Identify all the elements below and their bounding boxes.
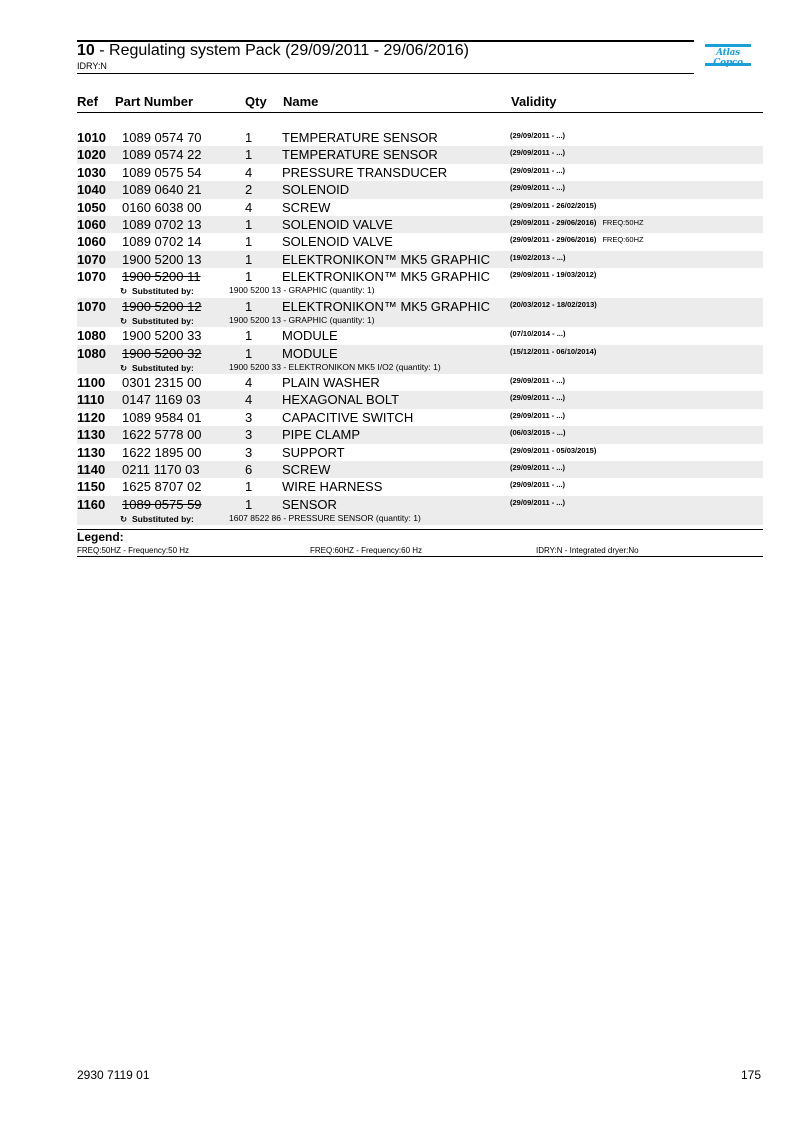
atlas-copco-logo xyxy=(705,44,751,66)
row-validity-dates: (19/02/2013 - ...) xyxy=(510,252,566,262)
row-validity xyxy=(510,183,565,192)
table-row xyxy=(77,426,763,443)
legend-rule xyxy=(77,529,763,530)
row-ref: 1140 xyxy=(77,461,106,477)
row-validity-dates: (07/10/2014 - ...) xyxy=(510,329,566,339)
row-validity-dates: (29/09/2011 - ...) xyxy=(510,410,566,420)
substituted-label xyxy=(120,514,194,525)
table-row xyxy=(77,327,763,344)
row-validity-dates: (20/03/2012 - 18/02/2013) xyxy=(510,299,597,309)
row-validity-note: FREQ:50HZ xyxy=(602,217,644,227)
table-row xyxy=(77,251,763,268)
row-qty: 1 xyxy=(245,328,253,344)
section-number: 10 xyxy=(77,42,95,59)
row-validity-dates: (29/09/2011 - 29/06/2016) xyxy=(510,235,597,245)
table-row xyxy=(77,461,763,478)
page-number: 175 xyxy=(741,1068,762,1082)
row-ref: 1050 xyxy=(77,199,106,215)
row-part-number: 1089 9584 01 xyxy=(122,409,202,425)
table-row xyxy=(77,345,763,375)
substituted-label-text: Substituted by: xyxy=(132,513,194,524)
header-bottom-rule xyxy=(77,73,694,74)
row-ref: 1130 xyxy=(77,444,106,460)
row-part-number: 1622 1895 00 xyxy=(122,444,202,460)
row-ref: 1060 xyxy=(77,234,106,250)
table-row xyxy=(77,478,763,495)
row-qty: 1 xyxy=(245,345,253,361)
row-validity xyxy=(510,166,565,175)
row-part-number: 0301 2315 00 xyxy=(122,375,202,391)
col-qty: Qty xyxy=(245,94,267,109)
row-ref: 1010 xyxy=(77,130,106,145)
substituted-part: 1607 8522 86 - PRESSURE SENSOR (quantity: 1) xyxy=(229,512,421,523)
row-validity-dates: (29/09/2011 - ...) xyxy=(510,376,566,386)
substituted-part: 1900 5200 13 - GRAPHIC (quantity: 1) xyxy=(229,285,375,296)
row-part-number: 1625 8707 02 xyxy=(122,479,202,495)
row-validity-dates: (29/09/2011 - ...) xyxy=(510,393,566,403)
row-part-number: 1089 0702 14 xyxy=(122,234,202,250)
table-row xyxy=(77,181,763,198)
row-validity-dates: (29/09/2011 - ...) xyxy=(510,497,566,507)
row-qty: 1 xyxy=(245,479,253,495)
row-validity-dates: (29/09/2011 - 29/06/2016) xyxy=(510,217,597,227)
row-validity xyxy=(510,376,565,385)
substituted-label xyxy=(120,363,194,374)
refresh-icon: ↻ xyxy=(120,513,128,524)
row-qty: 1 xyxy=(245,269,253,285)
row-qty: 3 xyxy=(245,427,253,443)
logo-text: Atlas xyxy=(716,48,740,58)
table-row xyxy=(77,391,763,408)
row-qty: 4 xyxy=(245,392,253,408)
row-name: PIPE CLAMP xyxy=(282,427,361,443)
row-validity xyxy=(510,235,644,244)
row-qty: 1 xyxy=(245,496,253,512)
row-qty: 1 xyxy=(245,216,253,232)
parts-table xyxy=(77,129,763,525)
row-name: WIRE HARNESS xyxy=(282,479,383,495)
row-part-number: 1089 0574 70 xyxy=(122,130,202,145)
col-part-number: Part Number xyxy=(115,94,194,109)
row-qty: 1 xyxy=(245,298,253,314)
row-validity-dates: (29/09/2011 - ...) xyxy=(510,131,566,140)
row-qty: 3 xyxy=(245,409,253,425)
row-name: SUPPORT xyxy=(282,444,345,460)
table-row xyxy=(77,146,763,163)
row-part-number: 0160 6038 00 xyxy=(122,199,202,215)
table-header xyxy=(77,94,763,114)
substituted-label-text: Substituted by: xyxy=(132,286,194,297)
row-validity xyxy=(510,253,565,262)
row-ref: 1060 xyxy=(77,216,106,232)
col-ref: Ref xyxy=(77,94,98,109)
row-validity xyxy=(510,446,596,455)
row-validity-note: FREQ:60HZ xyxy=(602,235,644,245)
row-part-number: 1089 0574 22 xyxy=(122,147,202,163)
table-row xyxy=(77,129,763,146)
row-qty: 1 xyxy=(245,234,253,250)
section-title: - Regulating system Pack (29/09/2011 - 29/06/2016) xyxy=(94,42,469,59)
row-validity-dates: (29/09/2011 - 05/03/2015) xyxy=(510,445,597,455)
legend-title: Legend: xyxy=(77,530,124,544)
row-name: ELEKTRONIKON™ MK5 GRAPHIC xyxy=(282,269,491,285)
row-name: HEXAGONAL BOLT xyxy=(282,392,400,408)
row-validity-dates: (29/09/2011 - ...) xyxy=(510,183,566,193)
substituted-label xyxy=(120,286,194,297)
row-qty: 4 xyxy=(245,199,253,215)
row-ref: 1070 xyxy=(77,251,106,267)
row-name: TEMPERATURE SENSOR xyxy=(282,130,438,145)
row-name: ELEKTRONIKON™ MK5 GRAPHIC xyxy=(282,298,491,314)
row-qty: 1 xyxy=(245,147,253,163)
table-row xyxy=(77,216,763,233)
row-qty: 1 xyxy=(245,130,253,145)
row-validity xyxy=(510,347,596,356)
row-validity-dates: (29/09/2011 - ...) xyxy=(510,480,566,490)
row-name: CAPACITIVE SWITCH xyxy=(282,409,414,425)
row-qty: 4 xyxy=(245,164,253,180)
row-validity xyxy=(510,270,596,279)
row-ref: 1100 xyxy=(77,375,106,391)
table-header-rule xyxy=(77,112,763,113)
row-validity xyxy=(510,148,565,157)
row-validity-dates: (29/09/2011 - 19/03/2012) xyxy=(510,270,597,280)
row-name: TEMPERATURE SENSOR xyxy=(282,147,438,163)
row-validity xyxy=(510,329,565,338)
substituted-part: 1900 5200 33 - ELEKTRONIKON MK5 I/O2 (quantity: 1) xyxy=(229,361,441,372)
row-name: SENSOR xyxy=(282,496,337,512)
row-part-number: 0147 1169 03 xyxy=(122,392,201,408)
row-ref: 1030 xyxy=(77,164,106,180)
table-row xyxy=(77,199,763,216)
row-validity xyxy=(510,201,596,210)
row-qty: 2 xyxy=(245,182,253,198)
row-validity-dates: (29/09/2011 - ...) xyxy=(510,462,566,472)
row-ref: 1130 xyxy=(77,427,106,443)
row-validity xyxy=(510,218,644,227)
substituted-label-text: Substituted by: xyxy=(132,362,194,373)
row-qty: 1 xyxy=(245,251,253,267)
row-name: SCREW xyxy=(282,461,331,477)
row-part-number: 1089 0702 13 xyxy=(122,216,202,232)
row-name: SOLENOID VALVE xyxy=(282,216,393,232)
row-name: MODULE xyxy=(282,328,338,344)
page-subtitle: IDRY:N xyxy=(77,61,107,71)
col-name: Name xyxy=(283,94,319,109)
row-qty: 4 xyxy=(245,375,253,391)
document-number: 2930 7119 01 xyxy=(77,1068,150,1082)
row-ref: 1120 xyxy=(77,409,106,425)
row-validity-dates: (29/09/2011 - ...) xyxy=(510,165,566,175)
row-part-number: 1089 0575 54 xyxy=(122,164,202,180)
row-part-number: 1089 0640 21 xyxy=(122,182,202,198)
row-ref: 1150 xyxy=(77,479,106,495)
row-ref: 1080 xyxy=(77,328,106,344)
row-validity-dates: (29/09/2011 - ...) xyxy=(510,148,566,158)
row-validity xyxy=(510,428,565,437)
row-validity xyxy=(510,393,565,402)
substituted-label-text: Substituted by: xyxy=(132,315,194,326)
refresh-icon: ↻ xyxy=(120,286,128,297)
substituted-label xyxy=(120,316,194,327)
row-ref: 1160 xyxy=(77,496,106,512)
refresh-icon: ↻ xyxy=(120,315,128,326)
table-row xyxy=(77,374,763,391)
table-row xyxy=(77,444,763,461)
row-name: SCREW xyxy=(282,199,331,215)
row-ref: 1070 xyxy=(77,298,106,314)
row-part-number: 1900 5200 33 xyxy=(122,328,202,344)
refresh-icon: ↻ xyxy=(120,362,128,373)
table-row xyxy=(77,268,763,298)
table-row xyxy=(77,496,763,526)
legend-item: FREQ:50HZ - Frequency:50 Hz xyxy=(77,546,190,555)
row-name: SOLENOID VALVE xyxy=(282,234,393,250)
row-part-number: 1900 5200 11 xyxy=(122,269,201,285)
row-name: PRESSURE TRANSDUCER xyxy=(282,164,448,180)
table-row xyxy=(77,164,763,181)
table-row xyxy=(77,409,763,426)
row-part-number: 1622 5778 00 xyxy=(122,427,202,443)
row-validity xyxy=(510,480,565,489)
row-validity-dates: (15/12/2011 - 06/10/2014) xyxy=(510,346,597,356)
row-name: ELEKTRONIKON™ MK5 GRAPHIC xyxy=(282,251,491,267)
row-ref: 1080 xyxy=(77,345,106,361)
row-ref: 1110 xyxy=(77,392,105,408)
row-validity xyxy=(510,411,565,420)
row-validity xyxy=(510,498,565,507)
table-row xyxy=(77,298,763,328)
row-ref: 1070 xyxy=(77,269,106,285)
page-title xyxy=(77,42,469,60)
row-part-number: 0211 1170 03 xyxy=(122,461,200,477)
row-name: MODULE xyxy=(282,345,338,361)
row-validity-dates: (06/03/2015 - ...) xyxy=(510,428,566,438)
row-qty: 6 xyxy=(245,461,253,477)
col-validity: Validity xyxy=(511,94,557,109)
table-row xyxy=(77,233,763,250)
row-part-number: 1900 5200 12 xyxy=(122,298,202,314)
row-part-number: 1900 5200 32 xyxy=(122,345,202,361)
legend-item: FREQ:60HZ - Frequency:60 Hz xyxy=(310,546,423,555)
row-qty: 3 xyxy=(245,444,253,460)
legend-item: IDRY:N - Integrated dryer:No xyxy=(536,546,639,555)
row-validity xyxy=(510,300,597,309)
row-validity xyxy=(510,463,565,472)
row-part-number: 1900 5200 13 xyxy=(122,251,202,267)
row-validity-dates: (29/09/2011 - 26/02/2015) xyxy=(510,200,597,210)
row-ref: 1040 xyxy=(77,182,106,198)
substituted-part: 1900 5200 13 - GRAPHIC (quantity: 1) xyxy=(229,314,375,325)
legend-bottom-rule xyxy=(77,556,763,557)
row-validity xyxy=(510,131,565,140)
row-ref: 1020 xyxy=(77,147,106,163)
row-name: SOLENOID xyxy=(282,182,350,198)
row-name: PLAIN WASHER xyxy=(282,375,380,391)
row-part-number: 1089 0575 59 xyxy=(122,496,202,512)
